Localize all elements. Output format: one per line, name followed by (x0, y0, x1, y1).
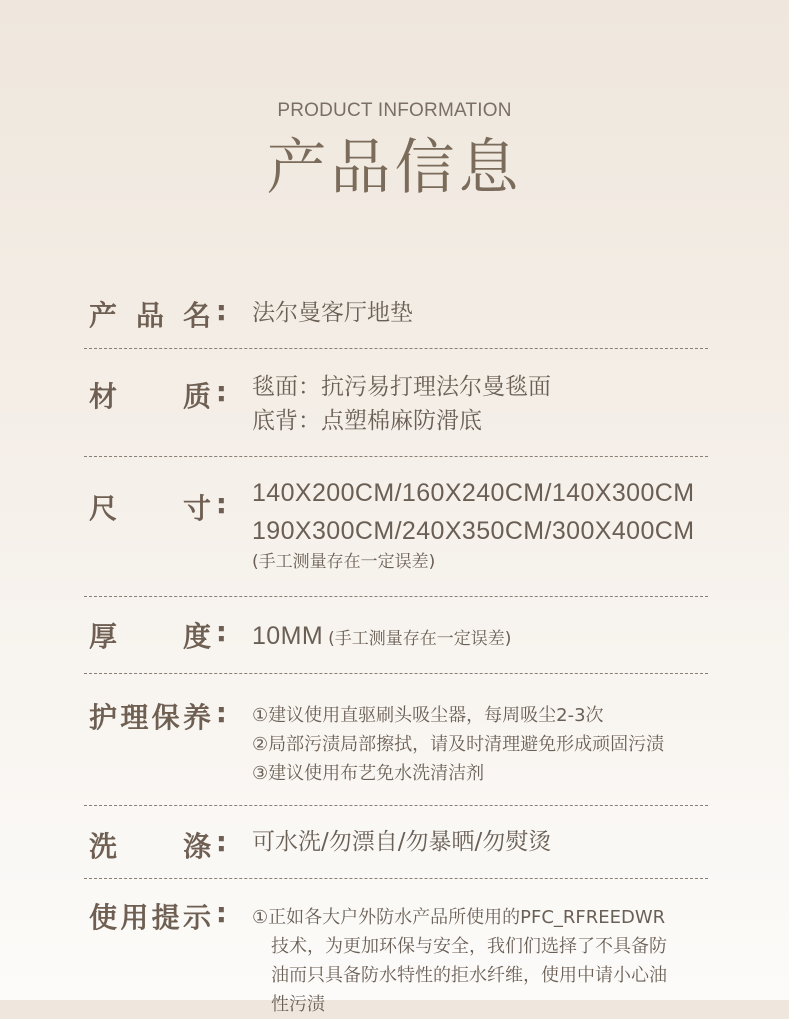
measurement-note: (手工测量存在一定误差) (328, 629, 512, 649)
row-value: 140X200CM/160X240CM/140X300CM 190X300CM/240X350CM/300X400CM (手工测量存在一定误差) (252, 474, 708, 574)
info-row-washing (84, 806, 708, 879)
row-label: 厚 度 : (89, 615, 227, 653)
row-value: 10MM (手工测量存在一定误差) (252, 622, 512, 650)
info-row-size (84, 457, 708, 597)
row-label: 产 品 名 : (89, 294, 227, 332)
row-label: 护 理 保 养 : (89, 696, 227, 734)
info-row-thickness (84, 597, 708, 674)
row-value: ①正如各大户外防水产品所使用的PFC_RFREEDWR 技术，为更加环保与安全，我们们选择了不具备防 油而只具备防水特性的拒水纤维，使用中请小心油 性污渍 (252, 907, 667, 1015)
page-header (0, 99, 789, 203)
row-label: 尺 寸 : (89, 487, 227, 525)
row-value: 可水洗/勿漂自/勿暴晒/勿熨烫 (252, 829, 552, 855)
measurement-note: (手工测量存在一定误差) (252, 552, 436, 572)
info-row-product-name (84, 287, 708, 349)
row-value: 毯面：抗污易打理法尔曼毯面 底背：点塑棉麻防滑底 (252, 374, 551, 434)
row-label: 材 质 : (89, 375, 227, 413)
page-title: 产品信息 (266, 133, 523, 203)
info-row-usage-tips (84, 879, 708, 1015)
row-value: 法尔曼客厅地垫 (252, 300, 413, 326)
info-row-material (84, 349, 708, 457)
product-info-table (84, 287, 708, 1015)
info-row-care (84, 674, 708, 806)
row-value: ①建议使用直驱刷头吸尘器，每周吸尘2-3次 ②局部污渍局部擦拭，请及时清理避免形成顽固污渍 ③建议使用布艺免水洗清洁剂 (252, 705, 665, 784)
row-label: 洗 涤 : (89, 825, 227, 863)
row-label: 使 用 提 示 : (89, 896, 227, 934)
section-eyebrow: PRODUCT INFORMATION (277, 100, 512, 121)
